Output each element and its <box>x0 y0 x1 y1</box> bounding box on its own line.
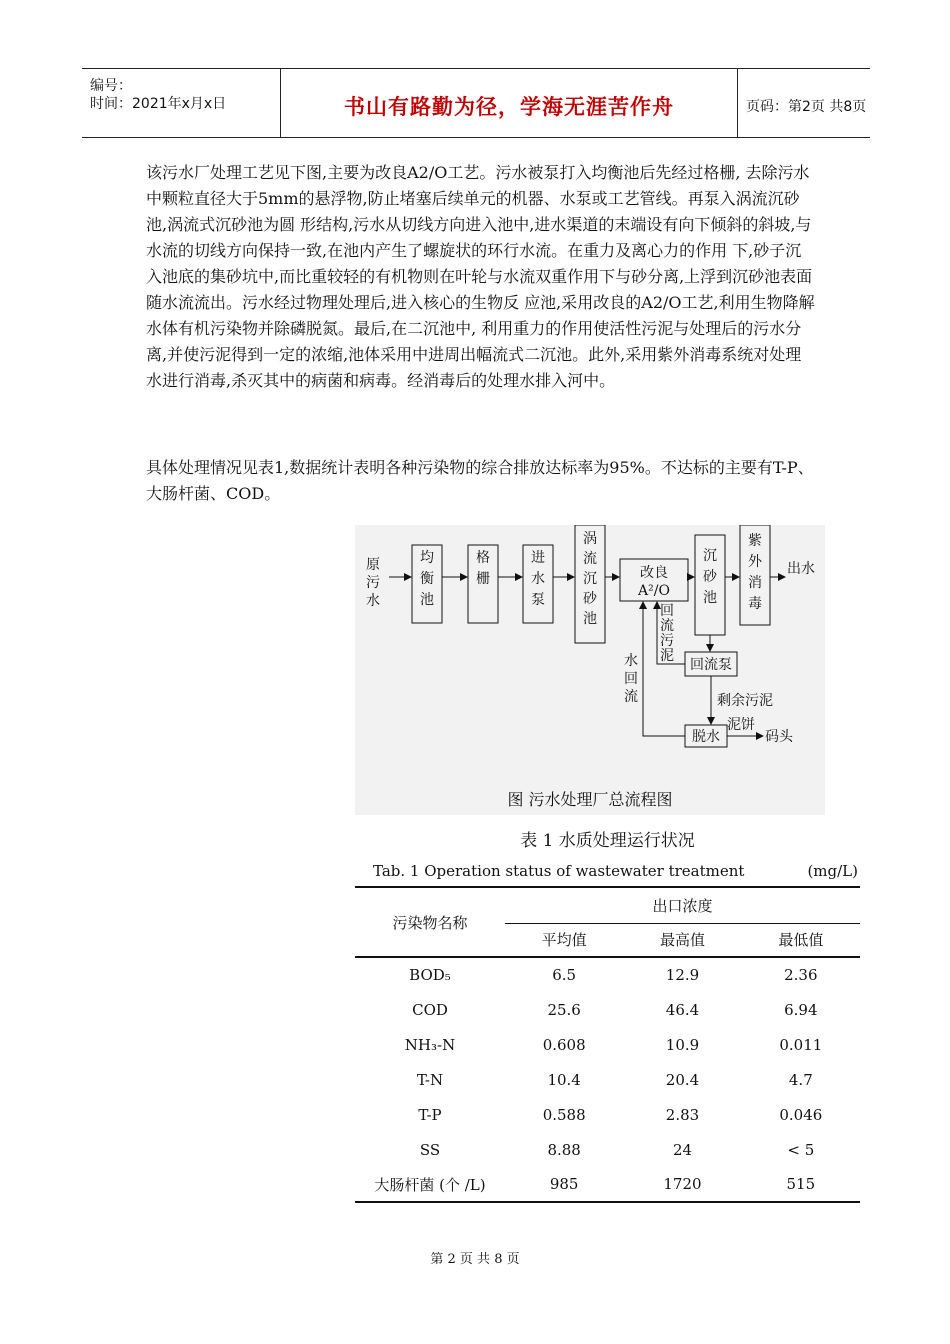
cell-max: 20.4 <box>665 1070 700 1089</box>
water-quality-table-block <box>355 826 860 1203</box>
table-row <box>355 1132 860 1167</box>
figure-caption: 图 污水处理厂总流程图 <box>507 790 673 809</box>
cell-average: 0.588 <box>542 1105 586 1124</box>
table-title: 表 1 水质处理运行状况 <box>520 831 695 851</box>
document-number-label: 编号： <box>90 78 132 94</box>
cell-min: 2.36 <box>784 966 818 984</box>
cell-pollutant-name: NH₃-N <box>404 1035 456 1054</box>
table-row <box>355 992 860 1027</box>
cell-min: 0.046 <box>779 1105 823 1124</box>
cell-min: 0.011 <box>779 1035 823 1054</box>
cell-pollutant-name: T-N <box>416 1070 444 1089</box>
cell-pollutant-name: BOD₅ <box>409 966 451 984</box>
cell-min: 4.7 <box>788 1070 813 1089</box>
document-time-label: 时间：2021年x月x日 <box>90 96 227 112</box>
header-motto-cell <box>281 69 738 137</box>
page-footer: 第 2 页 共 8 页 <box>430 1252 520 1267</box>
raw-sewage-label: 原污水 <box>366 557 380 609</box>
return-pump-label: 回流泵 <box>690 657 732 673</box>
process-flow-figure <box>355 525 825 815</box>
table-unit: (mg/L) <box>807 862 858 880</box>
table-row <box>355 957 860 992</box>
unit-label-vortex-grit: 涡流沉砂池 <box>583 531 597 627</box>
cell-max: 2.83 <box>665 1105 700 1124</box>
table-row <box>355 1027 860 1062</box>
cell-pollutant-name: COD <box>412 1000 448 1019</box>
cell-average: 0.608 <box>542 1035 586 1054</box>
table-body <box>355 957 860 1202</box>
table-row <box>355 1062 860 1097</box>
unit-label-clarifier: 沉砂池 <box>703 548 717 606</box>
table-subtitle-row <box>355 856 860 886</box>
cell-max: 24 <box>672 1140 693 1159</box>
table-row <box>355 1167 860 1202</box>
statistics-paragraph <box>146 455 816 507</box>
header-meta-cell <box>82 69 281 137</box>
unit-label-equalization: 均衡池 <box>420 550 434 608</box>
paragraph-1: 该污水厂处理工艺见下图,主要为改良A2/O工艺。污水被泵打入均衡池后先经过格栅, 去除污水中颗粒直径大于5mm的悬浮物,防止堵塞后续单元的机器、水泵或工艺管线。再泵入涡流沉砂池,涡流式沉砂池为圆 形结构,污水从切线方向进入池中,进水渠道的末端设有向下倾斜的斜坡,与水流的切线方向保持一致,在池内产生了螺旋状的环行水流。在重力及离心力的作用 下,砂子沉入池底的集砂坑中,而比重较轻的有机物则在叶轮与水流双重作用下与砂分离,上浮到沉砂池表面随水流流出。污水经过物理处理后,进入核心的生物反 应池,采用改良的A2/O工艺,利用生物降解水体有机污染物并除磷脱氮。最后,在二沉池中, 利用重力的作用使活性污泥与处理后的污水分离,并使污泥得到一定的浓缩,池体采用中进周出幅流式二沉池。此外,采用紫外消毒系统对处理水进行消毒,杀灭其中的病菌和病毒。经消毒后的处理水排入河中。 <box>146 163 815 390</box>
process-description-paragraph <box>146 160 816 394</box>
cell-average: 6.5 <box>552 966 577 984</box>
dock-label: 码头 <box>765 729 793 745</box>
cell-pollutant-name: T-P <box>418 1105 442 1124</box>
col-header-average: 平均值 <box>541 931 587 950</box>
cell-average: 10.4 <box>547 1070 581 1089</box>
cell-average: 8.88 <box>547 1140 581 1159</box>
cell-max: 1720 <box>663 1175 702 1193</box>
unit-label-inlet-pump: 进水泵 <box>531 550 545 608</box>
cell-min: 6.94 <box>784 1000 818 1019</box>
cell-max: 12.9 <box>665 966 700 984</box>
cell-average: 25.6 <box>547 1000 581 1019</box>
effluent-label: 出水 <box>787 561 815 577</box>
process-flow-diagram <box>355 525 825 815</box>
water-quality-table <box>355 886 860 1203</box>
paragraph-2: 具体处理情况见表1,数据统计表明各种污染物的综合排放达标率为95%。不达标的主要有T-P、大肠杆菌、COD。 <box>146 458 814 503</box>
cell-average: 985 <box>549 1175 579 1193</box>
unit-label-uv: 紫外消毒 <box>748 533 762 612</box>
unit-label-screen: 格栅 <box>476 550 490 587</box>
col-header-pollutant: 污染物名称 <box>355 887 505 957</box>
water-return-label: 水回流 <box>624 653 638 705</box>
header-page-info: 页码：第2页 共8页 <box>746 99 867 115</box>
col-header-min: 最低值 <box>778 931 824 950</box>
header-page-cell <box>738 69 870 137</box>
cell-pollutant-name: 大肠杆菌 (个 /L) <box>374 1175 486 1194</box>
unit-label-a2o-line2: A²/O <box>638 583 670 599</box>
sludge-cake-label: 泥饼 <box>727 717 755 733</box>
cell-min: 515 <box>786 1175 816 1193</box>
page-header <box>82 68 870 138</box>
cell-max: 46.4 <box>665 1000 700 1019</box>
dewatering-label: 脱水 <box>692 729 720 745</box>
col-header-outlet-concentration: 出口浓度 <box>505 887 860 923</box>
cell-pollutant-name: SS <box>419 1140 441 1159</box>
excess-sludge-label: 剩余污泥 <box>717 693 773 709</box>
table-subtitle-english: Tab. 1 Operation status of wastewater treatment <box>373 862 745 880</box>
col-header-max: 最高值 <box>659 931 705 950</box>
table-row <box>355 1097 860 1132</box>
cell-max: 10.9 <box>665 1035 700 1054</box>
cell-min: < 5 <box>787 1140 815 1159</box>
return-sludge-label: 回流污泥 <box>660 603 674 664</box>
unit-label-a2o-line1: 改良 <box>640 565 668 581</box>
header-motto: 书山有路勤为径，学海无涯苦作舟 <box>344 95 674 119</box>
